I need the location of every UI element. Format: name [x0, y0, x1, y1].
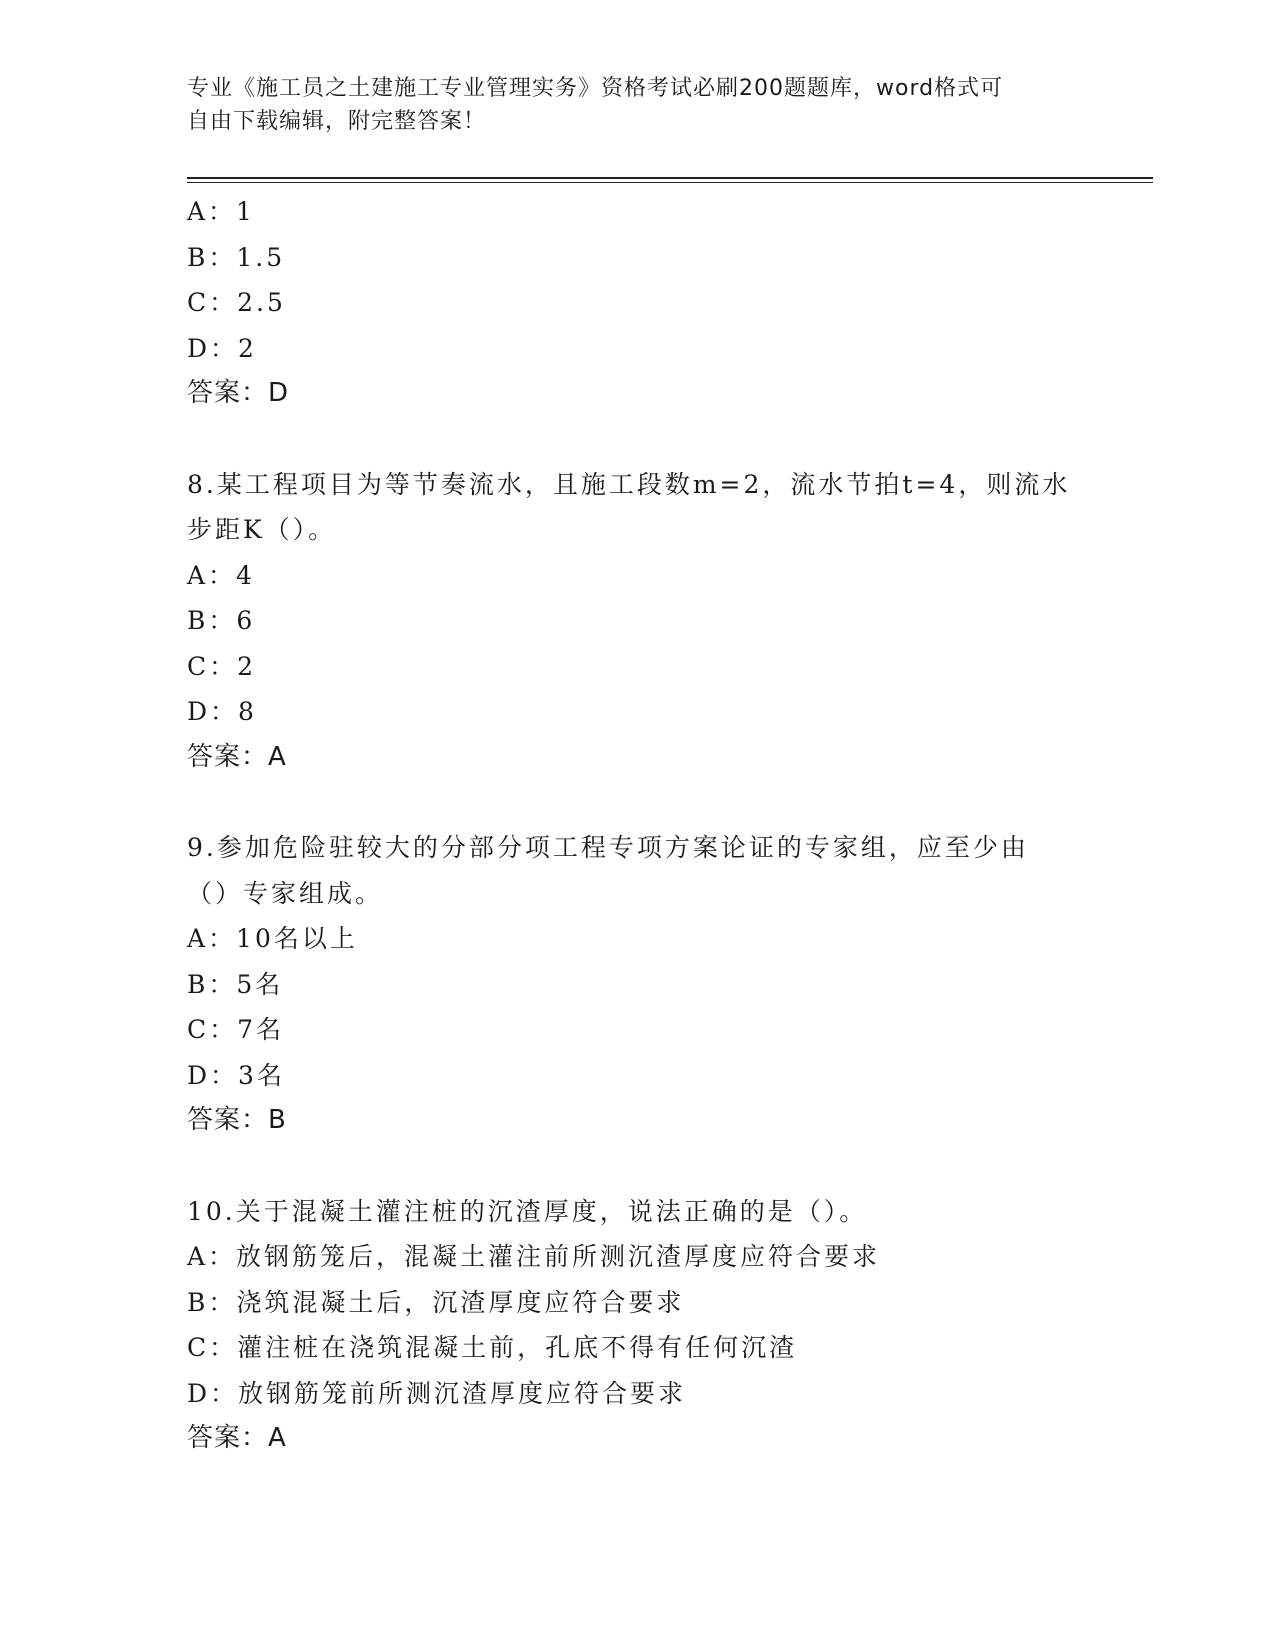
option-a: A：放钢筋笼后，混凝土灌注前所测沉渣厚度应符合要求: [187, 1242, 881, 1271]
option-d: D：8: [187, 697, 257, 726]
option-d: D：3名: [187, 1060, 285, 1090]
option-d: D：2: [187, 333, 257, 363]
partial-question: [187, 189, 1087, 417]
header-line-2: 自由下载编辑，附完整答案！: [187, 109, 487, 134]
spacer: [187, 1144, 1087, 1189]
option-d: D：放钢筋笼前所测沉渣厚度应符合要求: [187, 1378, 687, 1408]
option-b: B：1.5: [187, 242, 286, 272]
answer-line: 答案：A: [187, 1423, 287, 1453]
option-b: B：5名: [187, 969, 284, 999]
header-rule-thin: [187, 182, 1153, 183]
option-a: A：1: [187, 197, 255, 226]
question-stem-line: 9.参加危险驻较大的分部分项工程专项方案论证的专家组，应至少由: [187, 833, 1029, 862]
document-header: [187, 72, 1067, 138]
question-stem-line: 步距K（）。: [187, 515, 337, 544]
answer-line: 答案：B: [187, 1105, 287, 1135]
answer-line: 答案：D: [187, 378, 290, 408]
question-stem-line: （）专家组成。: [187, 878, 384, 908]
option-c: C：2: [187, 651, 257, 681]
answer-line: 答案：A: [187, 741, 287, 772]
option-b: B：浇筑混凝土后，沉渣厚度应符合要求: [187, 1287, 685, 1317]
question-9: [187, 825, 1087, 1144]
header-line-1: 专业《施工员之土建施工专业管理实务》资格考试必刷200题题库，word格式可: [187, 76, 1004, 101]
option-a: A：10名以上: [187, 924, 358, 953]
header-rule-thick: [187, 177, 1153, 179]
option-a: A：4: [187, 560, 255, 590]
option-c: C：7名: [187, 1015, 285, 1044]
option-c: C：灌注桩在浇筑混凝土前，孔底不得有任何沉渣: [187, 1333, 798, 1362]
spacer: [187, 417, 1087, 462]
question-8: [187, 462, 1087, 781]
question-stem-line: 10.关于混凝土灌注桩的沉渣厚度，说法正确的是（）。: [187, 1196, 868, 1226]
spacer: [187, 780, 1087, 825]
option-c: C：2.5: [187, 288, 286, 317]
question-stem-line: 8.某工程项目为等节奏流水，且施工段数m=2，流水节拍t=4，则流水: [187, 469, 1071, 499]
question-content: [187, 189, 1087, 1462]
option-b: B：6: [187, 606, 256, 635]
question-10: [187, 1189, 1087, 1462]
